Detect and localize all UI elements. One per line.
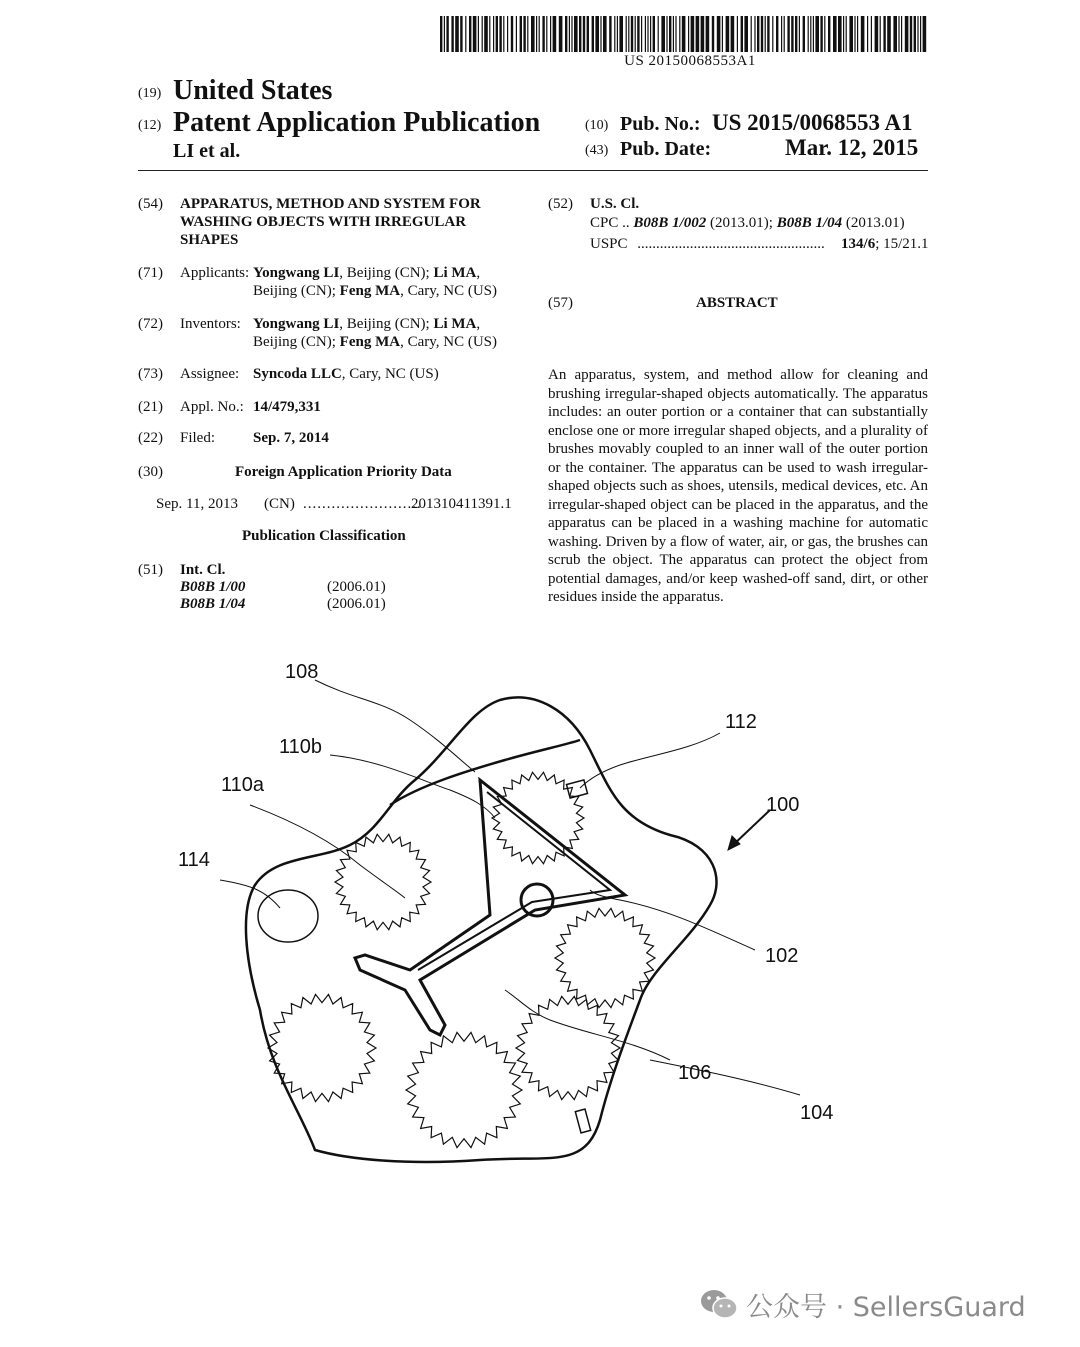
title-line-1: APPARATUS, METHOD AND SYSTEM FOR	[180, 196, 481, 212]
applicant-short: LI et al.	[173, 140, 241, 162]
us-cl-field: (52) U.S. Cl. CPC .. B08B 1/002 (2013.01); B08B 1/04 (2013.01) USPC .................................................. 134/6; 15/21.1	[548, 196, 929, 252]
pub-date: Mar. 12, 2015	[785, 135, 919, 160]
watermark	[700, 1284, 1026, 1324]
int-cl-field: (51) Int. Cl. B08B 1/00 (2006.01) B08B 1/04 (2006.01)	[138, 562, 386, 612]
lid-line	[390, 740, 580, 805]
label-106: 106	[678, 1062, 712, 1084]
label-102: 102	[765, 945, 799, 967]
int-cl-class-2: B08B 1/04	[180, 596, 246, 612]
int-cl-year-1: (2006.01)	[327, 579, 386, 595]
abstract-heading: ABSTRACT	[696, 295, 778, 311]
barcode-number: US 20150068553A1	[624, 53, 756, 69]
label-104: 104	[800, 1102, 834, 1124]
country: United States	[173, 75, 333, 106]
inid-code-12: (12)	[138, 118, 162, 133]
label-114: 114	[178, 849, 210, 871]
arrow-100	[732, 810, 770, 846]
label-100: 100	[766, 794, 800, 816]
classification-heading: Publication Classification	[242, 528, 406, 544]
label-110b: 110b	[279, 736, 323, 758]
abstract-text: An apparatus, system, and method allow for cleaning and brushing irregular-shaped objects automatically. The apparatus includes: an outer portion or a container that can substantially enclose one or more irregular shaped objects, and a plurality of brushes movably coupled to an inner wall of the outer portion or the container. The apparatus can be used to wash irregular-shaped objects such as shoes, utensils, medical devices, etc. An irregular-shaped object can be placed in the apparatus, and the apparatus can be placed in a washing machine for automatic washing. Driven by a flow of water, air, or gas, the brushes can scrub the object. The apparatus can protect the object from potential damages, and/or keep washed-off sand, dirt, or other residues inside the apparatus.	[548, 367, 928, 605]
int-cl-year-2: (2006.01)	[327, 596, 386, 612]
abstract-heading-field: (57) ABSTRACT	[548, 295, 778, 311]
label-112: 112	[725, 711, 757, 733]
filed-field: (22) Filed: Sep. 7, 2014	[138, 430, 329, 446]
pub-no-label: Pub. No.:	[620, 113, 701, 135]
watermark-text: 公众号 · SellersGuard	[746, 1291, 1026, 1323]
inid-code-43: (43)	[585, 143, 609, 158]
inventors-field: (72) Inventors: Yongwang LI, Beijing (CN); Li MA, Beijing (CN); Feng MA, Cary, NC (US)	[138, 316, 498, 350]
header-rule	[138, 170, 928, 171]
brush-6	[516, 996, 620, 1099]
title-line-3: SHAPES	[180, 232, 239, 248]
pub-no: US 2015/0068553 A1	[712, 110, 913, 135]
pub-date-label: Pub. Date:	[620, 138, 712, 160]
vent-114	[258, 890, 318, 942]
barcode	[440, 16, 928, 52]
priority-data-row: Sep. 11, 2013 (CN) ......................... 201310411391.1	[156, 496, 512, 512]
int-cl-class-1: B08B 1/00	[180, 579, 246, 595]
title-field: (54) APPARATUS, METHOD AND SYSTEM FOR WASHING OBJECTS WITH IRREGULAR SHAPES	[138, 196, 481, 248]
title-line-2: WASHING OBJECTS WITH IRREGULAR	[180, 214, 467, 230]
inid-code-19: (19)	[138, 86, 162, 101]
assignee-field: (73) Assignee: Syncoda LLC, Cary, NC (US)	[138, 366, 439, 382]
wechat-icon	[700, 1288, 738, 1320]
appl-no-field: (21) Appl. No.: 14/479,331	[138, 399, 321, 415]
patent-figure	[150, 640, 870, 1180]
publication-type: Patent Application Publication	[173, 107, 541, 138]
label-110a: 110a	[221, 774, 265, 796]
applicants-field: (71) Applicants: Yongwang LI, Beijing (CN); Li MA, Beijing (CN); Feng MA, Cary, NC (US)	[138, 265, 498, 299]
priority-heading-field: (30) Foreign Application Priority Data	[138, 464, 452, 480]
brush-3	[555, 908, 655, 1007]
marker-104	[575, 1109, 590, 1133]
inid-code-10: (10)	[585, 118, 609, 133]
brush-5	[406, 1032, 522, 1147]
label-108: 108	[285, 661, 319, 683]
